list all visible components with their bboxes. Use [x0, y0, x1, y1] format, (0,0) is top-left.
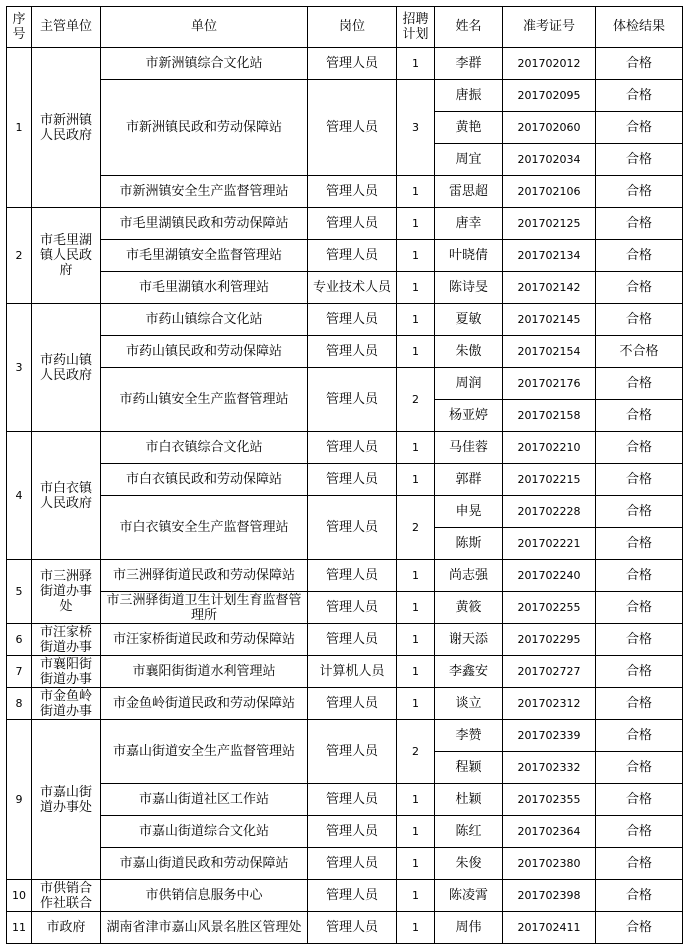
table-row — [7, 848, 683, 880]
seq-cell: 9 — [7, 720, 32, 880]
plan-cell: 1 — [397, 464, 435, 496]
header-row — [7, 7, 683, 48]
org-cell: 市供销合作社联合 — [32, 880, 101, 912]
name-cell: 黄艳 — [435, 112, 503, 144]
unit-cell: 市毛里湖镇水利管理站 — [101, 272, 308, 304]
ticket-cell: 201702339 — [503, 720, 596, 752]
header-result: 体检结果 — [596, 7, 683, 48]
ticket-cell: 201702411 — [503, 912, 596, 944]
post-cell: 管理人员 — [308, 304, 397, 336]
table-row — [7, 336, 683, 368]
seq-cell: 8 — [7, 688, 32, 720]
result-cell: 合格 — [596, 560, 683, 592]
table-row — [7, 464, 683, 496]
plan-cell: 1 — [397, 912, 435, 944]
result-cell: 合格 — [596, 752, 683, 784]
name-cell: 朱傲 — [435, 336, 503, 368]
plan-cell: 1 — [397, 624, 435, 656]
ticket-cell: 201702364 — [503, 816, 596, 848]
seq-cell: 7 — [7, 656, 32, 688]
unit-cell: 市三洲驿街道卫生计划生育监督管理所 — [101, 592, 308, 624]
post-cell: 管理人员 — [308, 336, 397, 368]
plan-cell: 1 — [397, 304, 435, 336]
unit-cell: 市毛里湖镇民政和劳动保障站 — [101, 208, 308, 240]
name-cell: 周宜 — [435, 144, 503, 176]
org-cell: 市毛里湖镇人民政府 — [32, 208, 101, 304]
plan-cell: 1 — [397, 848, 435, 880]
post-cell: 管理人员 — [308, 208, 397, 240]
ticket-cell: 201702125 — [503, 208, 596, 240]
unit-cell: 市白衣镇安全生产监督管理站 — [101, 496, 308, 560]
unit-cell: 市新洲镇安全生产监督管理站 — [101, 176, 308, 208]
unit-cell: 市新洲镇综合文化站 — [101, 48, 308, 80]
unit-cell: 市嘉山街道民政和劳动保障站 — [101, 848, 308, 880]
unit-cell: 市新洲镇民政和劳动保障站 — [101, 80, 308, 176]
ticket-cell: 201702134 — [503, 240, 596, 272]
result-cell: 不合格 — [596, 336, 683, 368]
name-cell: 李赞 — [435, 720, 503, 752]
post-cell: 管理人员 — [308, 848, 397, 880]
table-row — [7, 816, 683, 848]
ticket-cell: 201702398 — [503, 880, 596, 912]
table-row — [7, 208, 683, 240]
name-cell: 李鑫安 — [435, 656, 503, 688]
name-cell: 周伟 — [435, 912, 503, 944]
org-cell: 市白衣镇人民政府 — [32, 432, 101, 560]
ticket-cell: 201702312 — [503, 688, 596, 720]
post-cell: 管理人员 — [308, 688, 397, 720]
result-cell: 合格 — [596, 464, 683, 496]
unit-cell: 市嘉山街道安全生产监督管理站 — [101, 720, 308, 784]
post-cell: 管理人员 — [308, 560, 397, 592]
unit-cell: 市药山镇安全生产监督管理站 — [101, 368, 308, 432]
post-cell: 管理人员 — [308, 176, 397, 208]
table-row — [7, 304, 683, 336]
result-cell: 合格 — [596, 144, 683, 176]
table-row — [7, 656, 683, 688]
post-cell: 管理人员 — [308, 432, 397, 464]
result-cell: 合格 — [596, 688, 683, 720]
result-cell: 合格 — [596, 912, 683, 944]
name-cell: 陈凌霄 — [435, 880, 503, 912]
result-cell: 合格 — [596, 240, 683, 272]
unit-cell: 市白衣镇综合文化站 — [101, 432, 308, 464]
name-cell: 杜颖 — [435, 784, 503, 816]
table-row — [7, 496, 683, 528]
plan-cell: 1 — [397, 816, 435, 848]
result-cell: 合格 — [596, 304, 683, 336]
org-cell: 市襄阳街街道办事 — [32, 656, 101, 688]
post-cell: 管理人员 — [308, 464, 397, 496]
post-cell: 管理人员 — [308, 720, 397, 784]
seq-cell: 6 — [7, 624, 32, 656]
ticket-cell: 201702060 — [503, 112, 596, 144]
result-cell: 合格 — [596, 624, 683, 656]
table-row — [7, 784, 683, 816]
unit-cell: 市供销信息服务中心 — [101, 880, 308, 912]
ticket-cell: 201702142 — [503, 272, 596, 304]
ticket-cell: 201702145 — [503, 304, 596, 336]
post-cell: 管理人员 — [308, 368, 397, 432]
header-unit: 单位 — [101, 7, 308, 48]
result-cell: 合格 — [596, 80, 683, 112]
name-cell: 陈红 — [435, 816, 503, 848]
post-cell: 管理人员 — [308, 816, 397, 848]
ticket-cell: 201702727 — [503, 656, 596, 688]
name-cell: 唐振 — [435, 80, 503, 112]
unit-cell: 市襄阳街街道水利管理站 — [101, 656, 308, 688]
org-cell: 市三洲驿街道办事处 — [32, 560, 101, 624]
ticket-cell: 201702380 — [503, 848, 596, 880]
ticket-cell: 201702228 — [503, 496, 596, 528]
name-cell: 谢天添 — [435, 624, 503, 656]
name-cell: 郭群 — [435, 464, 503, 496]
ticket-cell: 201702095 — [503, 80, 596, 112]
seq-cell: 2 — [7, 208, 32, 304]
table-body — [7, 48, 683, 944]
name-cell: 马佳蓉 — [435, 432, 503, 464]
plan-cell: 1 — [397, 560, 435, 592]
unit-cell: 市三洲驿街道民政和劳动保障站 — [101, 560, 308, 592]
table-row — [7, 688, 683, 720]
ticket-cell: 201702012 — [503, 48, 596, 80]
name-cell: 申晃 — [435, 496, 503, 528]
seq-cell: 4 — [7, 432, 32, 560]
table-row — [7, 720, 683, 752]
ticket-cell: 201702355 — [503, 784, 596, 816]
plan-cell: 1 — [397, 688, 435, 720]
post-cell: 管理人员 — [308, 880, 397, 912]
unit-cell: 市汪家桥街道民政和劳动保障站 — [101, 624, 308, 656]
post-cell: 管理人员 — [308, 240, 397, 272]
result-cell: 合格 — [596, 208, 683, 240]
result-cell: 合格 — [596, 720, 683, 752]
table-row — [7, 592, 683, 624]
seq-cell: 11 — [7, 912, 32, 944]
name-cell: 李群 — [435, 48, 503, 80]
result-cell: 合格 — [596, 784, 683, 816]
post-cell: 管理人员 — [308, 912, 397, 944]
ticket-cell: 201702332 — [503, 752, 596, 784]
table-row — [7, 880, 683, 912]
plan-cell: 1 — [397, 240, 435, 272]
ticket-cell: 201702215 — [503, 464, 596, 496]
result-cell: 合格 — [596, 656, 683, 688]
post-cell: 管理人员 — [308, 80, 397, 176]
unit-cell: 市嘉山街道社区工作站 — [101, 784, 308, 816]
result-cell: 合格 — [596, 112, 683, 144]
header-ticket: 准考证号 — [503, 7, 596, 48]
header-post: 岗位 — [308, 7, 397, 48]
table-row — [7, 432, 683, 464]
ticket-cell: 201702034 — [503, 144, 596, 176]
table-row — [7, 272, 683, 304]
seq-cell: 5 — [7, 560, 32, 624]
name-cell: 夏敏 — [435, 304, 503, 336]
unit-cell: 市白衣镇民政和劳动保障站 — [101, 464, 308, 496]
plan-cell: 1 — [397, 272, 435, 304]
ticket-cell: 201702295 — [503, 624, 596, 656]
result-cell: 合格 — [596, 592, 683, 624]
ticket-cell: 201702240 — [503, 560, 596, 592]
post-cell: 管理人员 — [308, 592, 397, 624]
result-cell: 合格 — [596, 400, 683, 432]
medical-exam-results-table — [6, 6, 683, 944]
post-cell: 管理人员 — [308, 784, 397, 816]
org-cell: 市汪家桥街道办事 — [32, 624, 101, 656]
result-cell: 合格 — [596, 816, 683, 848]
seq-cell: 1 — [7, 48, 32, 208]
result-cell: 合格 — [596, 848, 683, 880]
plan-cell: 1 — [397, 48, 435, 80]
table-row — [7, 176, 683, 208]
plan-cell: 1 — [397, 176, 435, 208]
plan-cell: 3 — [397, 80, 435, 176]
header-org: 主管单位 — [32, 7, 101, 48]
name-cell: 陈诗旻 — [435, 272, 503, 304]
post-cell: 专业技术人员 — [308, 272, 397, 304]
result-cell: 合格 — [596, 368, 683, 400]
unit-cell: 市药山镇民政和劳动保障站 — [101, 336, 308, 368]
name-cell: 尚志强 — [435, 560, 503, 592]
table-row — [7, 368, 683, 400]
unit-cell: 市金鱼岭街道民政和劳动保障站 — [101, 688, 308, 720]
table-row — [7, 80, 683, 112]
name-cell: 陈斯 — [435, 528, 503, 560]
plan-cell: 1 — [397, 784, 435, 816]
table-row — [7, 912, 683, 944]
plan-cell: 2 — [397, 368, 435, 432]
ticket-cell: 201702176 — [503, 368, 596, 400]
plan-cell: 2 — [397, 496, 435, 560]
ticket-cell: 201702154 — [503, 336, 596, 368]
name-cell: 谈立 — [435, 688, 503, 720]
table-row — [7, 624, 683, 656]
result-cell: 合格 — [596, 880, 683, 912]
header-seq: 序号 — [7, 7, 32, 48]
plan-cell: 1 — [397, 336, 435, 368]
ticket-cell: 201702158 — [503, 400, 596, 432]
name-cell: 唐幸 — [435, 208, 503, 240]
seq-cell: 10 — [7, 880, 32, 912]
plan-cell: 1 — [397, 656, 435, 688]
unit-cell: 湖南省津市嘉山风景名胜区管理处 — [101, 912, 308, 944]
name-cell: 朱俊 — [435, 848, 503, 880]
name-cell: 叶晓倩 — [435, 240, 503, 272]
name-cell: 雷思超 — [435, 176, 503, 208]
ticket-cell: 201702255 — [503, 592, 596, 624]
plan-cell: 2 — [397, 720, 435, 784]
org-cell: 市嘉山街道办事处 — [32, 720, 101, 880]
result-cell: 合格 — [596, 176, 683, 208]
post-cell: 计算机人员 — [308, 656, 397, 688]
org-cell: 市新洲镇人民政府 — [32, 48, 101, 208]
result-cell: 合格 — [596, 272, 683, 304]
ticket-cell: 201702221 — [503, 528, 596, 560]
unit-cell: 市药山镇综合文化站 — [101, 304, 308, 336]
table-row — [7, 240, 683, 272]
plan-cell: 1 — [397, 432, 435, 464]
org-cell: 市政府 — [32, 912, 101, 944]
name-cell: 黄筱 — [435, 592, 503, 624]
unit-cell: 市毛里湖镇安全监督管理站 — [101, 240, 308, 272]
header-plan: 招聘计划 — [397, 7, 435, 48]
org-cell: 市金鱼岭街道办事 — [32, 688, 101, 720]
post-cell: 管理人员 — [308, 48, 397, 80]
ticket-cell: 201702210 — [503, 432, 596, 464]
result-cell: 合格 — [596, 528, 683, 560]
result-cell: 合格 — [596, 432, 683, 464]
post-cell: 管理人员 — [308, 496, 397, 560]
table-row — [7, 48, 683, 80]
name-cell: 程颖 — [435, 752, 503, 784]
plan-cell: 1 — [397, 880, 435, 912]
plan-cell: 1 — [397, 208, 435, 240]
org-cell: 市药山镇人民政府 — [32, 304, 101, 432]
result-cell: 合格 — [596, 496, 683, 528]
seq-cell: 3 — [7, 304, 32, 432]
result-cell: 合格 — [596, 48, 683, 80]
unit-cell: 市嘉山街道综合文化站 — [101, 816, 308, 848]
table-row — [7, 560, 683, 592]
ticket-cell: 201702106 — [503, 176, 596, 208]
header-name: 姓名 — [435, 7, 503, 48]
plan-cell: 1 — [397, 592, 435, 624]
name-cell: 杨亚婷 — [435, 400, 503, 432]
name-cell: 周润 — [435, 368, 503, 400]
post-cell: 管理人员 — [308, 624, 397, 656]
